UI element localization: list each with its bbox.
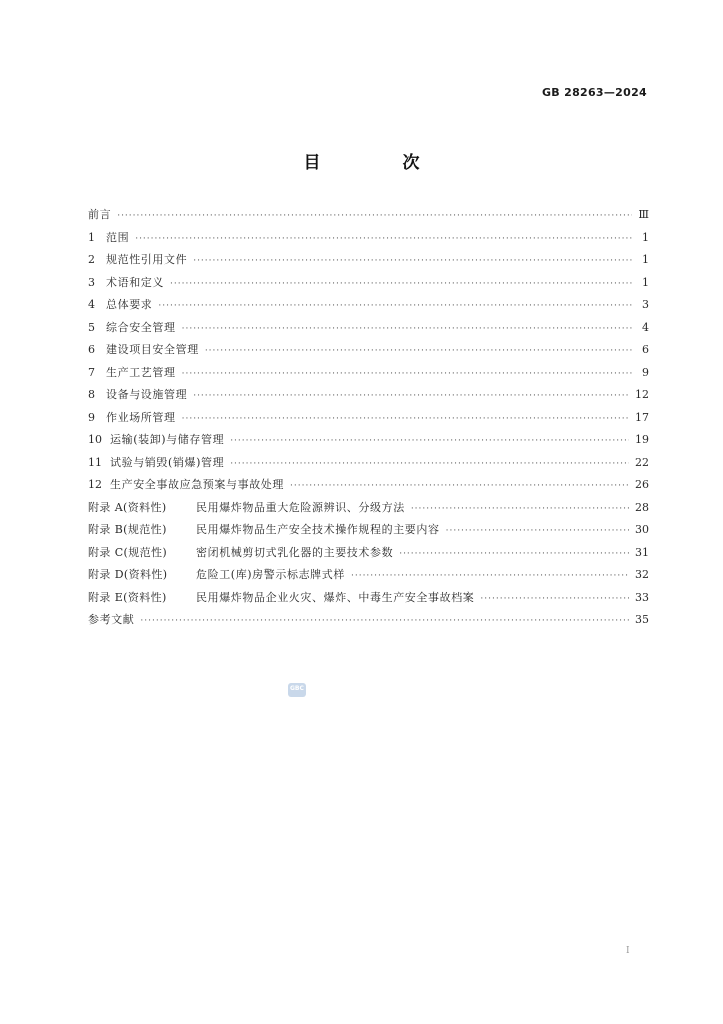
toc-entry-number: 9 [88,410,95,424]
toc-entry-page: Ⅲ [638,208,649,221]
toc-entry-number: 3 [88,275,95,289]
toc-leader [193,387,629,405]
toc-entry-page: 1 [642,230,649,244]
toc-entry-label: 规范性引用文件 [106,253,188,266]
toc-entry-page: 26 [635,478,649,491]
toc-entry-label: 设备与设施管理 [106,388,188,401]
toc-entry-page: 31 [635,545,649,559]
toc-entry-number: 12 [88,478,102,491]
toc-leader [446,522,629,540]
toc-leader [230,432,629,450]
toc-entry-page: 9 [642,365,649,379]
toc-entry-label: 前言 [88,208,112,221]
toc-entry-label: 总体要求 [106,298,153,311]
toc-entry-number: 11 [88,455,102,469]
toc-entry-label: 民用爆炸物品重大危险源辨识、分级方法 [196,500,405,514]
toc-appendix-id: 附录 B(规范性) [88,523,167,536]
toc-entry-label: 生产安全事故应急预案与事故处理 [110,478,284,491]
toc-entry-page: 30 [635,523,649,536]
toc-leader [182,410,629,428]
page-number: Ⅰ [626,946,630,956]
toc-entry-label: 民用爆炸物品生产安全技术操作规程的主要内容 [196,523,440,536]
toc-entry-2[interactable] [88,251,649,274]
toc-entry-page: 3 [642,298,649,311]
toc-appendix-e[interactable] [88,589,649,612]
toc-entry-4[interactable] [88,296,649,319]
toc-entry-label: 试验与销毁(销爆)管理 [110,455,225,469]
toc-leader [117,207,632,225]
toc-entry-5[interactable] [88,319,649,342]
toc-entry-page: 35 [635,613,649,626]
toc-entry-page: 1 [642,253,649,266]
toc-entry-page: 32 [635,568,649,581]
toc-entry-number: 5 [88,320,95,334]
toc-leader [351,567,629,585]
toc-leader [170,275,633,293]
table-of-contents [88,206,649,634]
toc-entry-label: 作业场所管理 [106,410,176,424]
toc-appendix-d[interactable] [88,566,649,589]
toc-entry-9[interactable] [88,409,649,432]
toc-entry-page: 22 [635,455,649,469]
toc-leader [140,612,629,630]
toc-leader [230,455,629,473]
toc-appendix-b[interactable] [88,521,649,544]
toc-entry-label: 建设项目安全管理 [106,343,199,356]
toc-leader [399,545,629,563]
toc-entry-page: 6 [642,343,649,356]
watermark-logo-icon: GBC [288,683,306,697]
toc-entry-number: 2 [88,253,95,266]
toc-entry-number: 6 [88,343,95,356]
toc-entry-number: 7 [88,365,95,379]
toc-entry-label: 民用爆炸物品企业火灾、爆炸、中毒生产安全事故档案 [196,590,475,604]
toc-appendix-id: 附录 A(资料性) [88,500,167,514]
toc-entry-12[interactable] [88,476,649,499]
toc-entry-page: 28 [635,500,649,514]
toc-entry-6[interactable] [88,341,649,364]
toc-leader [182,320,633,338]
toc-appendix-a[interactable] [88,499,649,522]
toc-leader [205,342,633,360]
toc-entry-11[interactable] [88,454,649,477]
toc-entry-label: 参考文献 [88,613,135,626]
toc-leader [182,365,633,383]
toc-entry-label: 生产工艺管理 [106,365,176,379]
page-title: 目 次 [303,153,458,173]
toc-entry-7[interactable] [88,364,649,387]
toc-entry-number: 4 [88,298,95,311]
toc-appendix-c[interactable] [88,544,649,567]
toc-entry-page: 4 [642,320,649,334]
toc-entry-10[interactable] [88,431,649,454]
toc-entry-label: 术语和定义 [106,275,164,289]
toc-entry-3[interactable] [88,274,649,297]
toc-leader [480,590,629,608]
toc-entry-page: 1 [642,275,649,289]
toc-leader [135,230,633,248]
toc-appendix-id: 附录 E(资料性) [88,590,167,604]
toc-entry-references[interactable] [88,611,649,634]
toc-entry-number: 8 [88,388,95,401]
standard-number: GB 28263—2024 [541,86,647,99]
toc-entry-label: 综合安全管理 [106,320,176,334]
toc-entry-number: 1 [88,230,95,244]
toc-appendix-id: 附录 C(规范性) [88,545,168,559]
toc-entry-8[interactable] [88,386,649,409]
toc-leader [411,500,629,518]
toc-entry-page: 12 [635,388,649,401]
toc-entry-label: 运输(装卸)与储存管理 [110,433,225,446]
toc-entry-page: 19 [635,433,649,446]
toc-leader [290,477,629,495]
toc-entry-1[interactable] [88,229,649,252]
toc-entry-page: 17 [635,410,649,424]
toc-leader [158,297,633,315]
toc-leader [193,252,633,270]
toc-entry-page: 33 [635,590,649,604]
toc-entry-label: 密闭机械剪切式乳化器的主要技术参数 [196,545,394,559]
toc-appendix-id: 附录 D(资料性) [88,568,168,581]
toc-entry-number: 10 [88,433,102,446]
toc-entry-foreword[interactable] [88,206,649,229]
toc-entry-label: 危险工(库)房警示标志牌式样 [196,568,345,581]
toc-entry-label: 范围 [106,230,130,244]
